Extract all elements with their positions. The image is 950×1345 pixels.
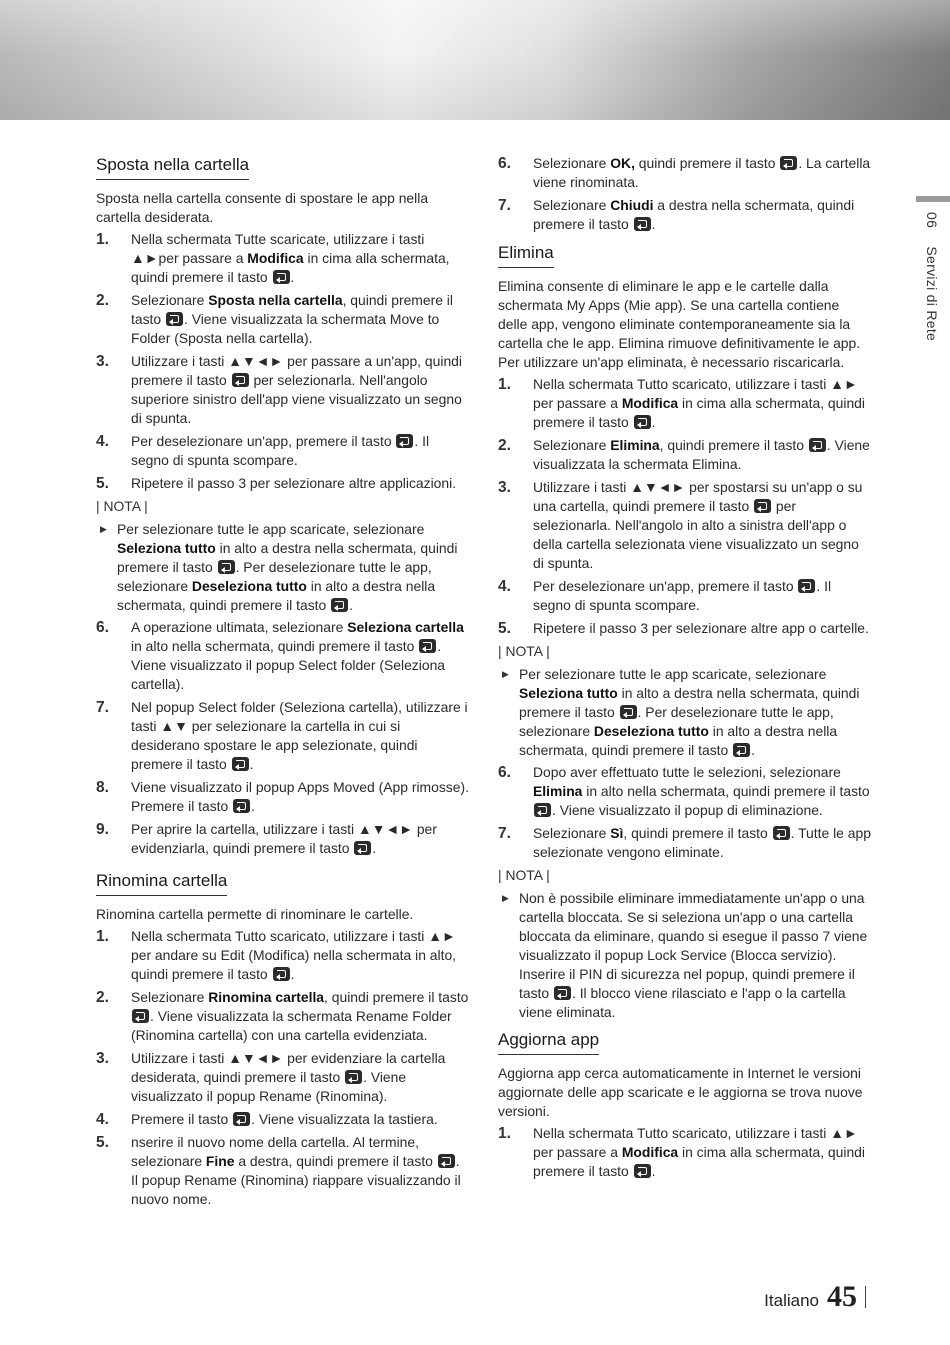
step-number: 1. [498, 376, 511, 393]
enter-key-icon [733, 743, 750, 757]
step-number: 3. [498, 479, 511, 496]
step-number: 2. [498, 437, 511, 454]
enter-key-icon [233, 799, 250, 813]
bullet-triangle-icon: ▶ [502, 669, 509, 679]
enter-key-icon [798, 579, 815, 593]
step-number: 1. [96, 231, 109, 248]
page-footer [764, 1280, 866, 1314]
step-list [96, 927, 470, 1209]
footer-divider [865, 1286, 866, 1308]
enter-key-icon [809, 438, 826, 452]
step-number: 5. [96, 1134, 109, 1151]
step-list [498, 154, 872, 234]
numbered-step: 9. Per aprire la cartella, utilizzare i tasti ▲▼◄► per evidenziarla, quindi premere il tasto . [96, 821, 437, 856]
chapter-number: 06 [924, 212, 940, 229]
numbered-step: 1. Nella schermata Tutto scaricato, utilizzare i tasti ▲► per passare a Modifica in cima alla schermata, quindi premere il tasto . [498, 376, 865, 430]
step-list [498, 1124, 872, 1181]
numbered-step: 3. Utilizzare i tasti ▲▼◄► per passare a un'app, quindi premere il tasto per selezionarla. Nell'angolo superiore sinistro dell'app viene visualizzato un segno di spunta. [96, 353, 462, 426]
note-item: ▶ Per selezionare tutte le app scaricate, selezionare Seleziona tutto in alto a destra nella schermata, quindi premere il tasto . Per deselezionare tutte le app, selezionare Deseleziona tutto in alto a destra nella schermata, quindi premere il tasto . [502, 666, 860, 758]
step-number: 2. [96, 292, 109, 309]
numbered-step: 6. Selezionare OK, quindi premere il tasto . La cartella viene rinominata. [498, 155, 871, 190]
bullet-triangle-icon: ▶ [502, 893, 509, 903]
header-banner [0, 0, 950, 120]
numbered-step: 5. Ripetere il passo 3 per selezionare altre app o cartelle. [498, 620, 869, 637]
enter-key-icon [620, 705, 637, 719]
nota-label: | NOTA | [498, 643, 550, 659]
step-list [498, 375, 872, 638]
section-intro: Elimina consente di eliminare le app e le cartelle dalla schermata My Apps (Mie app). Se una cartella contiene delle app, vengono eliminate contemporaneamente sia la cartella che le app. Elimina rimuove definitivamente le app. Per utilizzare un'app eliminata, è necessario riscaricarla. [498, 278, 861, 370]
note-item: ▶ Non è possibile eliminare immediatamente un'app o una cartella bloccata. Se si seleziona un'app o una cartella bloccata da eliminare, quando si esegue il passo 7 viene visualizzato il popup Lock Service (Blocca servizio). Inserire il PIN di sicurezza nel popup, quindi premere il tasto . Il blocco viene rilasciato e l'app o la cartella viene eliminata. [502, 890, 868, 1020]
step-number: 5. [96, 475, 109, 492]
step-number: 5. [498, 620, 511, 637]
step-number: 6. [498, 155, 511, 172]
enter-key-icon [331, 598, 348, 612]
step-number: 4. [96, 1111, 109, 1128]
enter-key-icon [232, 373, 249, 387]
enter-key-icon [754, 499, 771, 513]
numbered-step: 6. A operazione ultimata, selezionare Seleziona cartella in alto nella schermata, quindi premere il tasto . Viene visualizzato il popup Select folder (Seleziona cartella). [96, 619, 464, 692]
numbered-step: 4. Per deselezionare un'app, premere il tasto . Il segno di spunta scompare. [498, 578, 832, 613]
section-intro: Rinomina cartella permette di rinominare le cartelle. [96, 906, 414, 922]
numbered-step: 3. Utilizzare i tasti ▲▼◄► per evidenziare la cartella desiderata, quindi premere il tasto . Viene visualizzato il popup Rename (Rinomina). [96, 1050, 446, 1104]
enter-key-icon [534, 803, 551, 817]
numbered-step: 7. Selezionare Chiudi a destra nella schermata, quindi premere il tasto . [498, 197, 855, 232]
numbered-step: 1. Nella schermata Tutto scaricato, utilizzare i tasti ▲► per andare su Edit (Modifica) nella schermata in alto, quindi premere il tasto . [96, 928, 457, 982]
enter-key-icon [354, 841, 371, 855]
nota-label: | NOTA | [96, 498, 148, 514]
step-number: 8. [96, 779, 109, 796]
step-number: 3. [96, 1050, 109, 1067]
numbered-step: 7. Selezionare Sì, quindi premere il tasto . Tutte le app selezionate vengono eliminate. [498, 825, 871, 860]
step-number: 2. [96, 989, 109, 1006]
enter-key-icon [273, 270, 290, 284]
chapter-title: Servizi di Rete [924, 246, 940, 342]
step-number: 9. [96, 821, 109, 838]
section-intro: Sposta nella cartella consente di spostare le app nella cartella desiderata. [96, 190, 429, 225]
enter-key-icon [345, 1070, 362, 1084]
chapter-tab [924, 212, 940, 341]
enter-key-icon [396, 434, 413, 448]
section-title: Elimina [498, 242, 554, 268]
numbered-step: 5. nserire il nuovo nome della cartella. Al termine, selezionare Fine a destra, quindi premere il tasto . Il popup Rename (Rinomina) riappare visualizzando il nuovo nome. [96, 1134, 461, 1207]
step-number: 6. [96, 619, 109, 636]
footer-language: Italiano [764, 1291, 819, 1310]
step-number: 3. [96, 353, 109, 370]
enter-key-icon [166, 312, 183, 326]
numbered-step: 2. Selezionare Rinomina cartella, quindi premere il tasto . Viene visualizzata la schermata Rename Folder (Rinomina cartella) con una cartella evidenziata. [96, 989, 469, 1043]
nota-label: | NOTA | [498, 867, 550, 883]
numbered-step: 4. Per deselezionare un'app, premere il tasto . Il segno di spunta scompare. [96, 433, 430, 468]
section-title: Rinomina cartella [96, 870, 227, 896]
page-number: 45 [827, 1280, 857, 1313]
numbered-step: 3. Utilizzare i tasti ▲▼◄► per spostarsi su un'app o su una cartella, quindi premere il tasto per selezionarla. Nell'angolo in alto a sinistra dell'app o della cartella selezionata viene visualizzato un segno di spunta. [498, 479, 863, 571]
step-number: 7. [96, 699, 109, 716]
step-number: 7. [498, 197, 511, 214]
enter-key-icon [419, 639, 436, 653]
enter-key-icon [438, 1154, 455, 1168]
numbered-step: 4. Premere il tasto . Viene visualizzata la tastiera. [96, 1111, 438, 1128]
numbered-step: 2. Selezionare Sposta nella cartella, quindi premere il tasto . Viene visualizzata la schermata Move to Folder (Sposta nella cartella). [96, 292, 453, 346]
enter-key-icon [232, 757, 249, 771]
enter-key-icon [634, 217, 651, 231]
step-list [96, 230, 470, 493]
step-number: 1. [498, 1125, 511, 1142]
numbered-step: 8. Viene visualizzato il popup Apps Moved (App rimosse). Premere il tasto . [96, 779, 469, 814]
right-column [498, 154, 872, 1185]
numbered-step: 2. Selezionare Elimina, quindi premere il tasto . Viene visualizzata la schermata Elimina. [498, 437, 870, 472]
bullet-triangle-icon: ▶ [100, 524, 107, 534]
enter-key-icon [773, 826, 790, 840]
step-number: 7. [498, 825, 511, 842]
step-number: 1. [96, 928, 109, 945]
numbered-step: 1. Nella schermata Tutte scaricate, utilizzare i tasti ▲►per passare a Modifica in cima alla schermata, quindi premere il tasto . [96, 231, 450, 285]
section-title: Sposta nella cartella [96, 154, 249, 180]
enter-key-icon [218, 560, 235, 574]
chapter-tab-marker [916, 196, 950, 202]
enter-key-icon [273, 967, 290, 981]
numbered-step: 5. Ripetere il passo 3 per selezionare altre applicazioni. [96, 475, 457, 492]
section-title: Aggiorna app [498, 1029, 599, 1055]
step-number: 4. [498, 578, 511, 595]
enter-key-icon [634, 415, 651, 429]
section-intro: Aggiorna app cerca automaticamente in Internet le versioni aggiornate delle app scaricate e le aggiorna se trova nuove versioni. [498, 1065, 863, 1119]
step-number: 6. [498, 764, 511, 781]
enter-key-icon [233, 1112, 250, 1126]
note-item: ▶ Per selezionare tutte le app scaricate, selezionare Seleziona tutto in alto a destra nella schermata, quindi premere il tasto . Per deselezionare tutte le app, selezionare Deseleziona tutto in alto a destra nella schermata, quindi premere il tasto . [100, 521, 458, 613]
left-column [96, 154, 470, 1213]
step-list [498, 763, 872, 862]
numbered-step: 7. Nel popup Select folder (Seleziona cartella), utilizzare i tasti ▲▼ per selezionare la cartella in cui si desiderano spostare le app selezionate, quindi premere il tasto . [96, 699, 468, 772]
enter-key-icon [132, 1009, 149, 1023]
step-list [96, 618, 470, 858]
enter-key-icon [634, 1164, 651, 1178]
numbered-step: 6. Dopo aver effettuato tutte le selezioni, selezionare Elimina in alto nella schermata, quindi premere il tasto . Viene visualizzato il popup di eliminazione. [498, 764, 870, 818]
numbered-step: 1. Nella schermata Tutto scaricato, utilizzare i tasti ▲► per passare a Modifica in cima alla schermata, quindi premere il tasto . [498, 1125, 865, 1179]
enter-key-icon [554, 986, 571, 1000]
step-number: 4. [96, 433, 109, 450]
enter-key-icon [780, 156, 797, 170]
